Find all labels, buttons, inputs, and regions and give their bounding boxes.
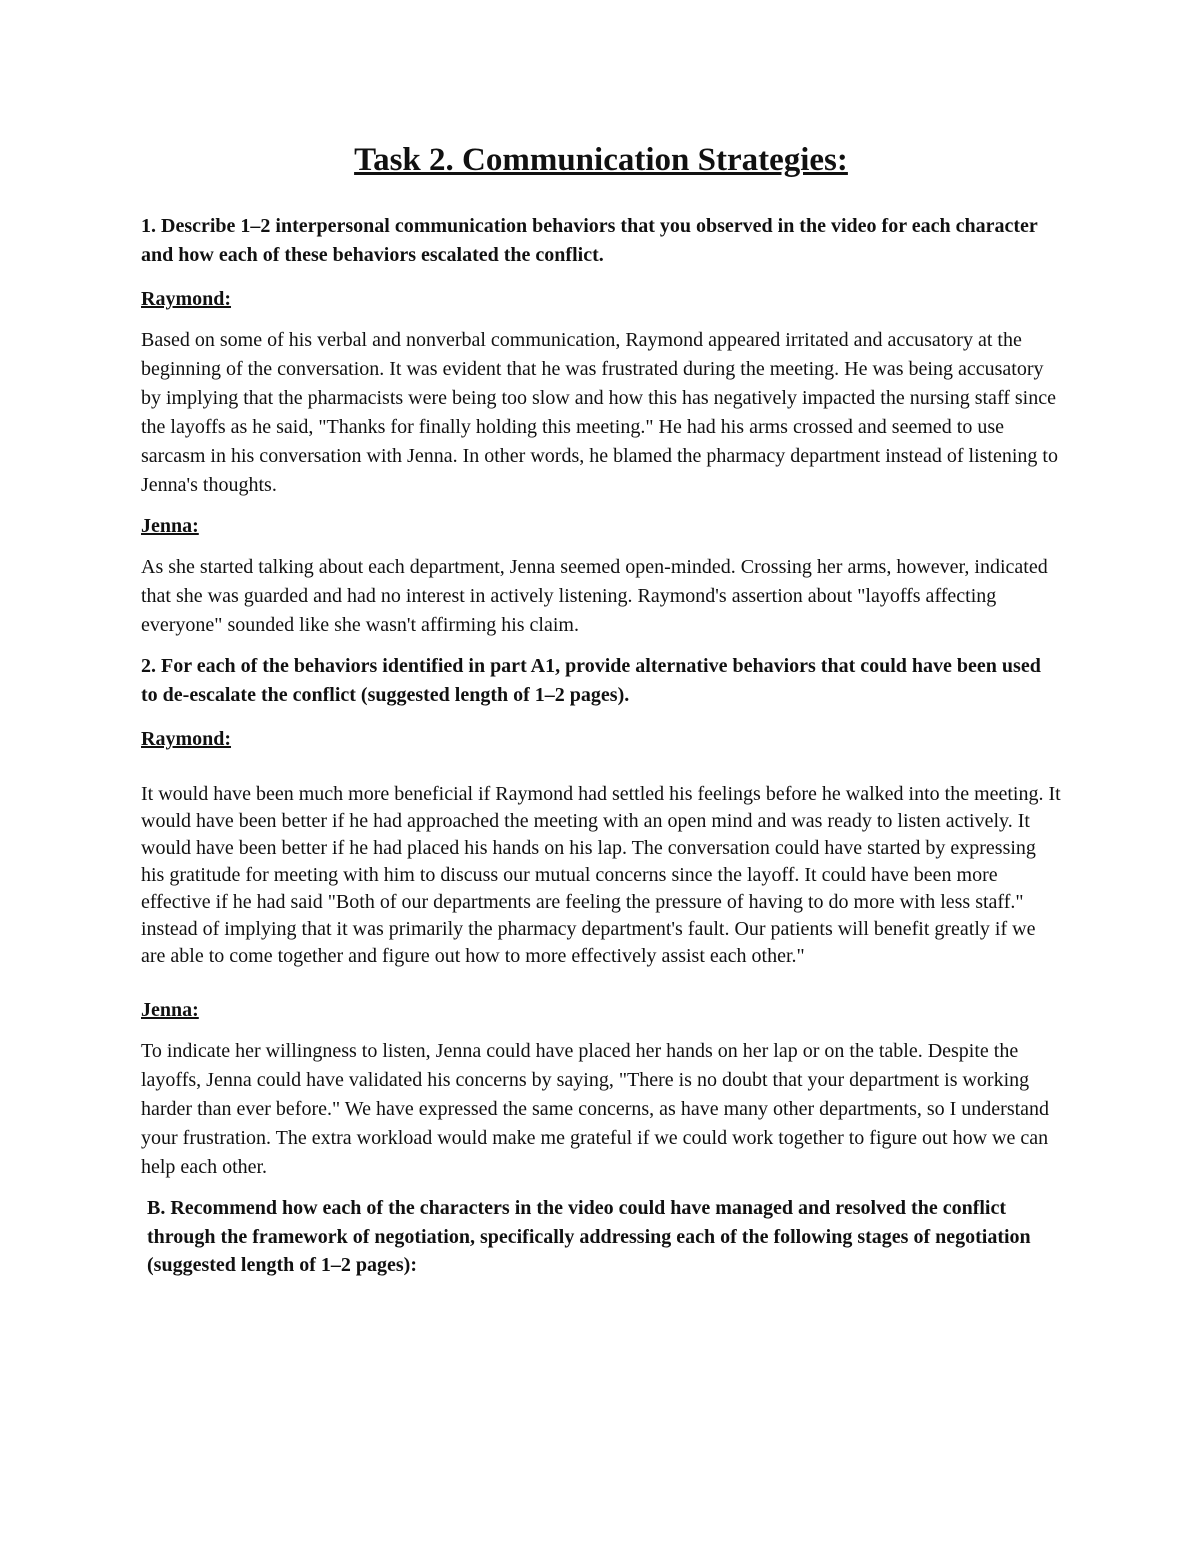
question-b: B. Recommend how each of the characters in the video could have managed and resolved the conflict through the framework of negotiation, specifically addressing each of the following stages of negotiation (suggested length of 1–2 pages): (147, 1197, 1031, 1276)
question-2: 2. For each of the behaviors identified in part A1, provide alternative behaviors that could have been used to de-escalate the conflict (suggested length of 1–2 pages). (141, 655, 1041, 706)
document-body (141, 138, 1061, 1296)
jenna-paragraph: As she started talking about each department, Jenna seemed open-minded. Crossing her arms, however, indicated that she was guarded and had no interest in actively listening. Raymond's assertion about "layoffs affecting everyone" sounded like she wasn't affirming his claim. (141, 556, 1048, 636)
question-1: 1. Describe 1–2 interpersonal communication behaviors that you observed in the video for each character and how each of these behaviors escalated the conflict. (141, 215, 1038, 266)
raymond-paragraph-alternative: It would have been much more beneficial if Raymond had settled his feelings before he walked into the meeting. It would have been better if he had approached the meeting with an open mind and was ready to listen actively. It would have been better if he had placed his hands on his lap. The conversation could have started by expressing his gratitude for meeting with him to discuss our mutual concerns since the layoff. It could have been more effective if he had said "Both of our departments are feeling the pressure of having to do more with less staff." instead of implying that it was primarily the pharmacy department's fault. Our patients will benefit greatly if we are able to come together and figure out how to more effectively assist each other." (141, 783, 1061, 967)
raymond-paragraph: Based on some of his verbal and nonverbal communication, Raymond appeared irritated and accusatory at the beginning of the conversation. It was evident that he was frustrated during the meeting. He was being accusatory by implying that the pharmacists were being too slow and how this has negatively impacted the nursing staff since the layoffs as he said, "Thanks for finally holding this meeting." He had his arms crossed and seemed to use sarcasm in his conversation with Jenna. In other words, he blamed the pharmacy department instead of listening to Jenna's thoughts. (141, 329, 1058, 496)
jenna-heading-alternative: Jenna: (141, 999, 199, 1021)
page-title: Task 2. Communication Strategies: (354, 142, 848, 178)
raymond-heading: Raymond: (141, 288, 232, 310)
jenna-heading: Jenna: (141, 515, 199, 537)
jenna-paragraph-alternative: To indicate her willingness to listen, Jenna could have placed her hands on her lap or on the table. Despite the layoffs, Jenna could have validated his concerns by saying, "There is no doubt that your department is working harder than ever before." We have expressed the same concerns, as have many other departments, so I understand your frustration. The extra workload would make me grateful if we could work together to figure out how we can help each other. (141, 1040, 1050, 1178)
raymond-heading-alternative: Raymond: (141, 728, 232, 750)
